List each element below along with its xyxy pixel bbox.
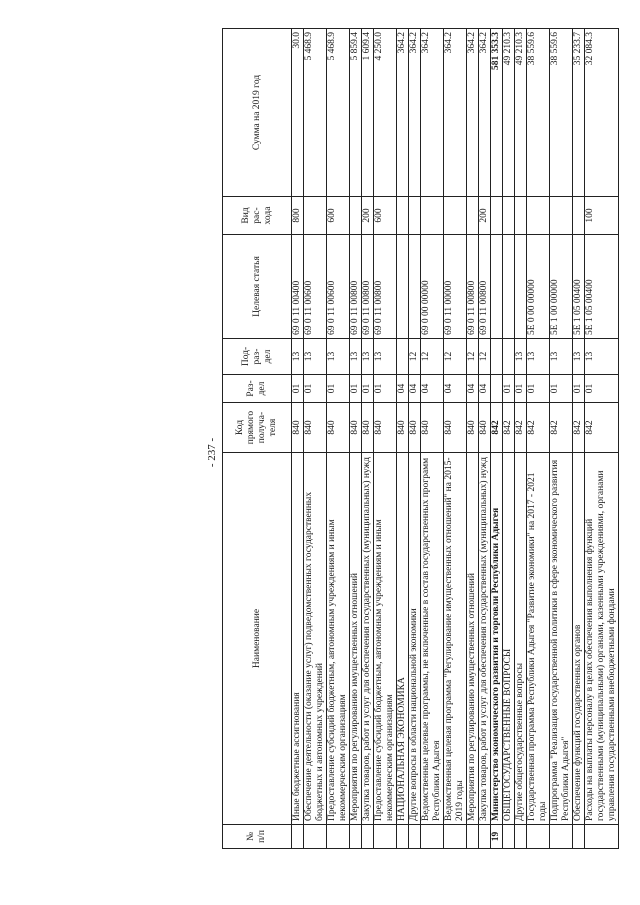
row-podrazdel: 13 bbox=[573, 339, 585, 375]
row-razdel: 04 bbox=[421, 375, 444, 403]
row-num bbox=[585, 825, 619, 849]
row-name: Ведомственная целевая программа "Регулирование имущественных отношений" на 2015-2019 годы bbox=[444, 453, 467, 825]
row-vid bbox=[527, 197, 550, 235]
row-vid: 200 bbox=[479, 197, 491, 235]
row-podrazdel: 13 bbox=[374, 339, 397, 375]
row-podrazdel: 13 bbox=[527, 339, 550, 375]
row-summa: 38 559.6 bbox=[527, 29, 550, 197]
row-podrazdel: 12 bbox=[409, 339, 421, 375]
row-razdel: 04 bbox=[444, 375, 467, 403]
row-num bbox=[421, 825, 444, 849]
row-razdel: 04 bbox=[409, 375, 421, 403]
row-code: 840 bbox=[304, 403, 327, 453]
table-row bbox=[304, 29, 327, 849]
row-podrazdel: 13 bbox=[585, 339, 619, 375]
header-name: Наименование bbox=[223, 453, 292, 825]
row-summa: 364.2 bbox=[467, 29, 479, 197]
header-code: Код прямого получа-теля bbox=[223, 403, 292, 453]
row-code: 842 bbox=[585, 403, 619, 453]
row-tselevaya bbox=[503, 235, 515, 339]
row-vid bbox=[491, 197, 503, 235]
row-podrazdel bbox=[397, 339, 409, 375]
row-razdel: 01 bbox=[374, 375, 397, 403]
row-summa: 364.2 bbox=[444, 29, 467, 197]
table-row bbox=[479, 29, 491, 849]
row-num bbox=[573, 825, 585, 849]
row-tselevaya bbox=[397, 235, 409, 339]
row-name: ОБЩЕГОСУДАРСТВЕННЫЕ ВОПРОСЫ bbox=[503, 453, 515, 825]
row-tselevaya bbox=[515, 235, 527, 339]
table-row bbox=[503, 29, 515, 849]
row-vid: 600 bbox=[327, 197, 350, 235]
row-summa: 1 609.4 bbox=[362, 29, 374, 197]
row-code: 840 bbox=[479, 403, 491, 453]
row-num bbox=[503, 825, 515, 849]
row-name: Мероприятия по регулированию имущественных отношений bbox=[350, 453, 362, 825]
row-razdel: 04 bbox=[479, 375, 491, 403]
table-row bbox=[585, 29, 619, 849]
row-razdel: 04 bbox=[467, 375, 479, 403]
header-num: № п/п bbox=[223, 825, 292, 849]
page-number: - 237 - bbox=[206, 437, 218, 468]
table-row bbox=[515, 29, 527, 849]
row-name: Закупка товаров, работ и услуг для обеспечения государственных (муниципальных) нужд bbox=[479, 453, 491, 825]
row-tselevaya: 5Е 1 05 00400 bbox=[573, 235, 585, 339]
row-razdel: 01 bbox=[327, 375, 350, 403]
row-podrazdel: 13 bbox=[550, 339, 573, 375]
row-podrazdel: 12 bbox=[479, 339, 491, 375]
row-name: Подпрограмма "Реализация государственной политики в сфере экономического развития Республики Адыгея" bbox=[550, 453, 573, 825]
table-row bbox=[362, 29, 374, 849]
header-podrazdel: Под-раз-дел bbox=[223, 339, 292, 375]
row-num bbox=[527, 825, 550, 849]
row-code: 842 bbox=[503, 403, 515, 453]
row-code: 840 bbox=[421, 403, 444, 453]
row-num bbox=[409, 825, 421, 849]
row-podrazdel: 12 bbox=[444, 339, 467, 375]
row-code: 840 bbox=[362, 403, 374, 453]
row-code: 840 bbox=[292, 403, 304, 453]
row-vid bbox=[550, 197, 573, 235]
row-razdel: 01 bbox=[503, 375, 515, 403]
row-name: Другие общегосударственные вопросы bbox=[515, 453, 527, 825]
table-row bbox=[374, 29, 397, 849]
row-summa: 35 233.7 bbox=[573, 29, 585, 197]
table-row bbox=[527, 29, 550, 849]
row-podrazdel: 13 bbox=[515, 339, 527, 375]
row-summa: 4 250.0 bbox=[374, 29, 397, 197]
row-vid bbox=[467, 197, 479, 235]
row-tselevaya: 69 0 11 00000 bbox=[444, 235, 467, 339]
row-code: 842 bbox=[550, 403, 573, 453]
row-vid: 800 bbox=[292, 197, 304, 235]
row-summa: 38 559.6 bbox=[550, 29, 573, 197]
row-razdel: 01 bbox=[362, 375, 374, 403]
row-summa: 581 353.3 bbox=[491, 29, 503, 197]
row-tselevaya: 69 0 11 00800 bbox=[350, 235, 362, 339]
row-razdel: 04 bbox=[397, 375, 409, 403]
table-row bbox=[573, 29, 585, 849]
row-razdel: 01 bbox=[350, 375, 362, 403]
row-vid bbox=[444, 197, 467, 235]
header-summa: Сумма на 2019 год bbox=[223, 29, 292, 197]
row-vid: 200 bbox=[362, 197, 374, 235]
row-tselevaya: 69 0 11 00600 bbox=[327, 235, 350, 339]
row-code: 840 bbox=[350, 403, 362, 453]
row-code: 840 bbox=[444, 403, 467, 453]
table-body bbox=[292, 29, 619, 849]
row-num bbox=[362, 825, 374, 849]
row-razdel: 01 bbox=[550, 375, 573, 403]
row-podrazdel bbox=[503, 339, 515, 375]
row-tselevaya: 69 0 11 00600 bbox=[304, 235, 327, 339]
table-row bbox=[350, 29, 362, 849]
row-name: Обеспечение функций государственных органов bbox=[573, 453, 585, 825]
row-vid: 100 bbox=[585, 197, 619, 235]
row-num: 19 bbox=[491, 825, 503, 849]
table-row bbox=[397, 29, 409, 849]
table-row bbox=[491, 29, 503, 849]
header-row bbox=[223, 29, 292, 849]
row-name: НАЦИОНАЛЬНАЯ ЭКОНОМИКА bbox=[397, 453, 409, 825]
row-tselevaya: 5Е 1 00 00000 bbox=[550, 235, 573, 339]
row-podrazdel bbox=[491, 339, 503, 375]
row-razdel: 01 bbox=[292, 375, 304, 403]
row-tselevaya: 5Е 1 05 00400 bbox=[585, 235, 619, 339]
row-vid: 600 bbox=[374, 197, 397, 235]
row-summa: 364.2 bbox=[409, 29, 421, 197]
row-vid bbox=[397, 197, 409, 235]
row-name: Мероприятия по регулированию имущественных отношений bbox=[467, 453, 479, 825]
row-podrazdel: 13 bbox=[292, 339, 304, 375]
table-row bbox=[550, 29, 573, 849]
row-code: 842 bbox=[491, 403, 503, 453]
row-podrazdel: 13 bbox=[304, 339, 327, 375]
row-tselevaya: 69 0 11 00800 bbox=[374, 235, 397, 339]
row-summa: 32 084.3 bbox=[585, 29, 619, 197]
row-num bbox=[479, 825, 491, 849]
row-podrazdel: 12 bbox=[467, 339, 479, 375]
row-num bbox=[304, 825, 327, 849]
table-row bbox=[327, 29, 350, 849]
row-code: 842 bbox=[527, 403, 550, 453]
row-razdel bbox=[491, 375, 503, 403]
row-name: Другие вопросы в области национальной экономики bbox=[409, 453, 421, 825]
row-tselevaya: 69 0 11 00800 bbox=[479, 235, 491, 339]
row-name: Предоставление субсидий бюджетным, автономным учреждениям и иным некоммерческим организациям bbox=[327, 453, 350, 825]
row-podrazdel: 13 bbox=[327, 339, 350, 375]
row-summa: 5 859.4 bbox=[350, 29, 362, 197]
row-razdel: 01 bbox=[585, 375, 619, 403]
row-razdel: 01 bbox=[515, 375, 527, 403]
row-tselevaya: 69 0 11 00400 bbox=[292, 235, 304, 339]
row-tselevaya: 69 0 11 00800 bbox=[362, 235, 374, 339]
row-podrazdel: 13 bbox=[350, 339, 362, 375]
row-name: Закупка товаров, работ и услуг для обеспечения государственных (муниципальных) нужд bbox=[362, 453, 374, 825]
row-num bbox=[515, 825, 527, 849]
row-summa: 49 210.3 bbox=[515, 29, 527, 197]
row-name: Расходы на выплаты персоналу в целях обеспечения выполнения функций государственными (муниципальными) органами, казенными учреждениями, органами управления государственными внебюджетными фондами bbox=[585, 453, 619, 825]
row-summa: 364.2 bbox=[421, 29, 444, 197]
row-num bbox=[350, 825, 362, 849]
row-name: Иные бюджетные ассигнования bbox=[292, 453, 304, 825]
row-razdel: 01 bbox=[573, 375, 585, 403]
header-vid: Вид рас-хода bbox=[223, 197, 292, 235]
row-tselevaya: 69 0 00 00000 bbox=[421, 235, 444, 339]
row-num bbox=[397, 825, 409, 849]
row-name: Обеспечение деятельности (оказание услуг) подведомственных государственных бюджетных и автономных учреждений bbox=[304, 453, 327, 825]
row-num bbox=[467, 825, 479, 849]
row-num bbox=[327, 825, 350, 849]
table-row bbox=[421, 29, 444, 849]
row-code: 840 bbox=[327, 403, 350, 453]
row-summa: 30.0 bbox=[292, 29, 304, 197]
header-razdel: Раз-дел bbox=[223, 375, 292, 403]
row-tselevaya: 5Е 0 00 00000 bbox=[527, 235, 550, 339]
row-vid bbox=[503, 197, 515, 235]
table-row bbox=[292, 29, 304, 849]
row-name: Государственная программа Республики Адыгея "Развитие экономики" на 2017 - 2021 годы bbox=[527, 453, 550, 825]
row-vid bbox=[421, 197, 444, 235]
row-code: 840 bbox=[467, 403, 479, 453]
row-summa: 49 210.3 bbox=[503, 29, 515, 197]
row-vid bbox=[304, 197, 327, 235]
header-tselevaya: Целевая статья bbox=[223, 235, 292, 339]
row-summa: 5 468.9 bbox=[327, 29, 350, 197]
row-code: 840 bbox=[409, 403, 421, 453]
row-summa: 364.2 bbox=[397, 29, 409, 197]
table-row bbox=[467, 29, 479, 849]
row-num bbox=[292, 825, 304, 849]
row-vid bbox=[350, 197, 362, 235]
row-podrazdel: 12 bbox=[421, 339, 444, 375]
row-razdel: 01 bbox=[527, 375, 550, 403]
row-vid bbox=[409, 197, 421, 235]
row-code: 840 bbox=[374, 403, 397, 453]
row-summa: 364.2 bbox=[479, 29, 491, 197]
row-podrazdel: 13 bbox=[362, 339, 374, 375]
row-name: Министерство экономического развития и торговли Республики Адыгея bbox=[491, 453, 503, 825]
row-name: Предоставление субсидий бюджетным, автономным учреждениям и иным некоммерческим организациям bbox=[374, 453, 397, 825]
budget-table bbox=[222, 28, 619, 849]
row-vid bbox=[573, 197, 585, 235]
row-num bbox=[374, 825, 397, 849]
row-num bbox=[444, 825, 467, 849]
row-code: 842 bbox=[573, 403, 585, 453]
row-summa: 5 468.9 bbox=[304, 29, 327, 197]
row-tselevaya bbox=[491, 235, 503, 339]
row-tselevaya: 69 0 11 00800 bbox=[467, 235, 479, 339]
row-razdel: 01 bbox=[304, 375, 327, 403]
row-vid bbox=[515, 197, 527, 235]
row-code: 842 bbox=[515, 403, 527, 453]
table-row bbox=[409, 29, 421, 849]
row-num bbox=[550, 825, 573, 849]
row-code: 840 bbox=[397, 403, 409, 453]
row-name: Ведомственные целевые программы, не включенные в состав государственных программ Республики Адыгея bbox=[421, 453, 444, 825]
table-row bbox=[444, 29, 467, 849]
row-tselevaya bbox=[409, 235, 421, 339]
